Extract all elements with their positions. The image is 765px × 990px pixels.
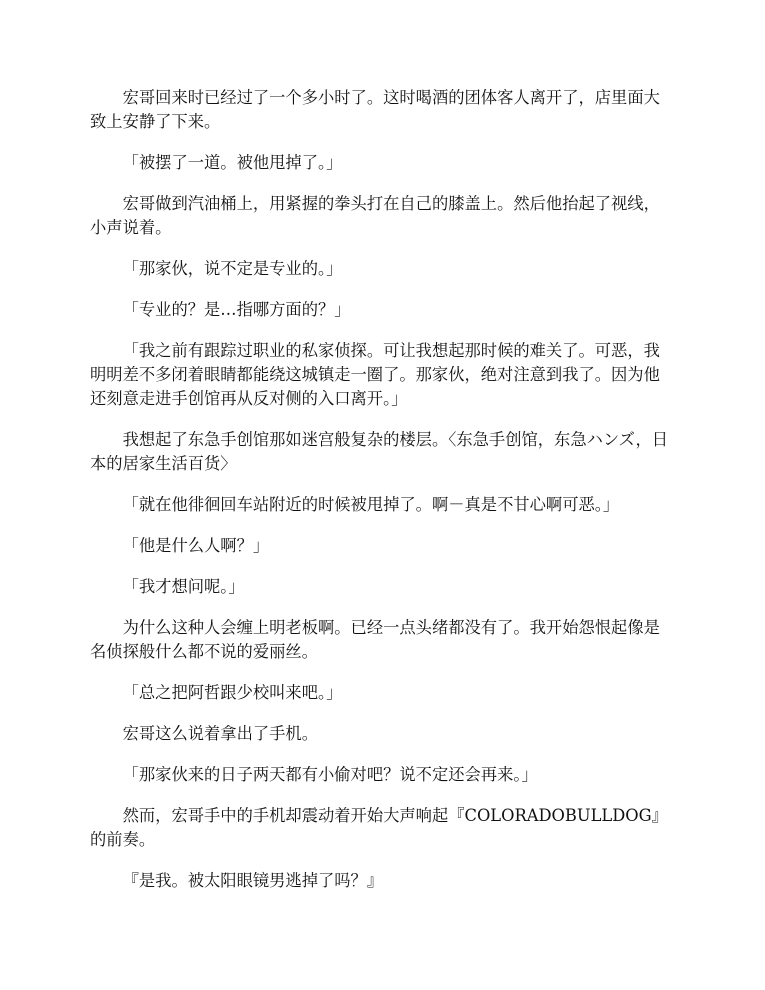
dialogue-paragraph: 「被摆了一道。被他甩掉了。」	[122, 153, 343, 172]
paragraph: 宏哥回来时已经过了一个多小时了。这时喝酒的团体客人离开了，店里面大致上安静了下来。	[90, 88, 660, 131]
paragraph: 宏哥做到汽油桶上，用紧握的拳头打在自己的膝盖上。然后他抬起了视线，小声说着。	[90, 194, 660, 237]
paragraph: 为什么这种人会缠上明老板啊。已经一点头绪都没有了。我开始怨恨起像是名侦探般什么都不说的爱丽丝。	[90, 618, 660, 661]
phone-dialogue-paragraph: 『是我。被太阳眼镜男逃掉了吗？』	[122, 871, 384, 890]
dialogue-paragraph: 「就在他徘徊回车站附近的时候被甩掉了。啊－真是不甘心啊可恶。」	[122, 495, 620, 514]
dialogue-paragraph: 「我之前有跟踪过职业的私家侦探。可让我想起那时候的难关了。可恶，我明明差不多闭着眼睛都能绕这城镇走一圈了。那家伙，绝对注意到我了。因为他还刻意走进手创馆再从反对侧的入口离开。」	[90, 341, 660, 408]
paragraph: 然而，宏哥手中的手机却震动着开始大声响起『COLORADOBULLDOG』的前奏。	[90, 806, 668, 849]
dialogue-paragraph: 「专业的？是…指哪方面的？」	[122, 300, 351, 319]
paragraph: 我想起了东急手创馆那如迷宫般复杂的楼层。〈东急手创馆，东急ハンズ，日本的居家生活百货〉	[90, 430, 669, 473]
dialogue-paragraph: 「那家伙，说不定是专业的。」	[122, 259, 343, 278]
dialogue-paragraph: 「那家伙来的日子两天都有小偷对吧？说不定还会再来。」	[122, 765, 538, 784]
dialogue-paragraph: 「总之把阿哲跟少校叫来吧。」	[122, 683, 343, 702]
dialogue-paragraph: 「我才想问呢。」	[122, 577, 245, 596]
paragraph: 宏哥这么说着拿出了手机。	[122, 724, 318, 743]
dialogue-paragraph: 「他是什么人啊？」	[122, 536, 270, 555]
document-body	[90, 86, 674, 910]
